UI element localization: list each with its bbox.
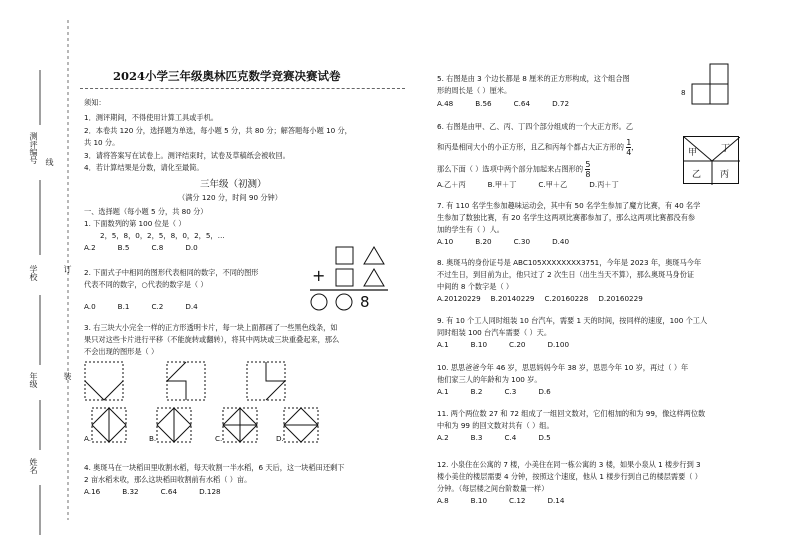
- q3-option-label: D.: [276, 434, 284, 443]
- option: C.64: [513, 99, 531, 108]
- q1-sequence: 2，5，8，0，2，5，8，0，2，5，…: [100, 231, 225, 240]
- q11-line: 中和为 99 的回文数对共有（ ）组。: [437, 421, 554, 430]
- card: [247, 362, 285, 400]
- square-shape: [692, 84, 710, 104]
- option: D.0: [185, 243, 198, 252]
- part-heading: 一、选择题（每小题 5 分，共 80 分）: [84, 207, 208, 216]
- circle-shape: [311, 294, 327, 310]
- option: A.0: [84, 302, 96, 311]
- fraction-denominator: 8: [585, 170, 591, 179]
- q2-plus-sign: +: [312, 266, 326, 285]
- option: D.40: [552, 237, 570, 246]
- notice-item: 2．本卷共 120 分，选择题为单选，每小题 5 分，共 80 分；解答题每小题 10 分，: [84, 126, 352, 135]
- option: D.72: [552, 99, 570, 108]
- option-figure: [284, 408, 318, 442]
- binding-grade: 年级: [29, 372, 38, 388]
- q10-line: 10. 思思爸爸今年 46 岁，思思妈妈今年 38 岁，思思今年 10 岁，再过（ ）年: [437, 363, 689, 372]
- option: B.10: [470, 340, 488, 349]
- q4-line: 2 亩水稻未收，那么这块稻田收割前有水稻（ ）亩。: [84, 475, 252, 484]
- option: A.1: [437, 387, 449, 396]
- option: A.2: [437, 433, 449, 442]
- q8-line: 8. 奥斑马的身份证号是 ABC105XXXXXXXX3751，今年是 2023 年，奥斑马今年: [437, 258, 702, 267]
- option: C.甲＋乙: [538, 180, 568, 189]
- q6-text: 和丙是相同大小的小正方形，且乙和丙每个都占大正方形的: [437, 142, 624, 152]
- square-shape: [710, 84, 728, 104]
- q9-line: 9. 有 10 个工人同时组装 10 台汽车，需要 1 天的时间，按同样的速度，100 个工人: [437, 316, 708, 325]
- square-shape: [336, 269, 353, 286]
- option: D.5: [538, 433, 551, 442]
- q4-options: [84, 487, 243, 496]
- binding-exam-no: 测评编号: [29, 132, 38, 164]
- option: C.64: [160, 487, 178, 496]
- q5-options: [437, 99, 591, 108]
- q6-line: [437, 160, 590, 179]
- option: C.30: [513, 237, 531, 246]
- q6-options: [437, 180, 641, 189]
- option-figure: [92, 408, 126, 442]
- card: [85, 362, 123, 400]
- page-title: 2024小学三年级奥林匹克数学竞赛决赛试卷: [113, 69, 341, 83]
- q2-options: [84, 302, 220, 311]
- fraction-denominator: 4: [626, 148, 632, 157]
- q7-options: [437, 237, 591, 246]
- q11-options: [437, 433, 573, 442]
- option: D.100: [547, 340, 570, 349]
- binding-fold-mark: 装: [63, 372, 72, 380]
- option: A.48: [437, 99, 454, 108]
- option: C.8: [151, 243, 164, 252]
- option: A.1: [437, 340, 449, 349]
- q9-options: [437, 340, 591, 349]
- option: B.1: [117, 302, 130, 311]
- q2-line: 代表不同的数字，○代表的数字是（ ）: [84, 280, 208, 289]
- option: C.3: [504, 387, 517, 396]
- q6-square-figure: [683, 136, 739, 184]
- fraction-five-eighths: [585, 160, 590, 179]
- region-label-yi: 乙: [692, 170, 702, 180]
- option: B.32: [122, 487, 139, 496]
- notice-item: 1．测评期间，不得使用计算工具或手机。: [84, 113, 218, 122]
- option: C.12: [509, 496, 526, 505]
- option: A.乙＋丙: [437, 180, 466, 189]
- q3-line: 果只对这些卡片进行平移（不能旋转或翻转），将其中两块或三块重叠起来，那么: [84, 335, 340, 344]
- binding-name: 姓名: [29, 458, 38, 474]
- q5-squares-figure: [688, 62, 748, 112]
- notice-item: 4．若计算结果是分数，请化至最简。: [84, 163, 204, 172]
- q6-line: 6. 右图是由甲、乙、丙、丁四个部分组成的一个大正方形。乙: [437, 122, 634, 131]
- notice-heading: 须知：: [84, 98, 106, 107]
- q3-option-label: C.: [215, 434, 223, 443]
- q10-line: 他们家三人的年龄和为 100 岁。: [437, 375, 542, 384]
- option: C.2: [151, 302, 164, 311]
- option: A.10: [437, 237, 454, 246]
- option: B.3: [470, 433, 483, 442]
- grade-heading: 三年级（初测）: [200, 179, 267, 190]
- q3-line: 不会出现的图形是（ ）: [84, 347, 159, 356]
- q1-options: [84, 243, 220, 252]
- q12-line: 分钟。（每层楼之间台阶数量一样）: [437, 484, 549, 493]
- option-figure: [157, 408, 191, 442]
- q1-stem: 1. 下面数列的第 100 位是（ ）: [84, 219, 186, 228]
- notice-item: 共 10 分。: [84, 138, 120, 147]
- binding-school: 学校: [29, 265, 38, 281]
- option: D.4: [185, 302, 198, 311]
- option: A.8: [437, 496, 449, 505]
- q12-options: [437, 496, 586, 505]
- q8-options: [437, 294, 665, 303]
- option: C.20160228: [544, 294, 589, 303]
- option: D.14: [547, 496, 565, 505]
- q7-line: 加的学生有（ ）人。: [437, 225, 504, 234]
- q5-line: 5. 右图是由 3 个边长都是 8 厘米的正方形构成，这个组合图: [437, 74, 630, 83]
- score-note: （满分 120 分，时间 90 分钟）: [178, 193, 282, 202]
- q10-options: [437, 387, 573, 396]
- q5-line: 形的周长是（ ）厘米。: [437, 86, 512, 95]
- option: C.20: [509, 340, 526, 349]
- q8-line: 中间的 8 个数字是（ ）: [437, 282, 514, 291]
- q2-eight: 8: [360, 293, 370, 311]
- option: A.16: [84, 487, 101, 496]
- q3-option-label: B.: [149, 434, 157, 443]
- option: B.20140229: [490, 294, 535, 303]
- option: B.10: [470, 496, 488, 505]
- circle-shape: [336, 294, 352, 310]
- option: D.丙＋丁: [589, 180, 619, 189]
- q7-line: 生参加了数独比赛，有 20 名学生这两项比赛都参加了，那么这两项比赛都没有参: [437, 213, 696, 222]
- option: A.20120229: [437, 294, 481, 303]
- option: D.6: [538, 387, 551, 396]
- region-label-bing: 丙: [720, 170, 730, 180]
- q9-line: 同时组装 100 台汽车需要（ ）天。: [437, 328, 552, 337]
- q8-line: 不过生日，到目前为止，他只过了 2 次生日（出生当天不算），那么奥斑马身份证: [437, 270, 695, 279]
- option: B.甲＋丁: [487, 180, 517, 189]
- fraction-numerator: 5: [585, 160, 591, 169]
- q4-line: 4. 奥斑马在一块稻田里收割水稻，每天收割一半水稻，6 天后，这一块稻田还剩下: [84, 463, 345, 472]
- option: B.2: [470, 387, 483, 396]
- binding-bind-mark: 订: [63, 265, 72, 273]
- option: B.20: [475, 237, 492, 246]
- q3-option-label: A.: [84, 434, 92, 443]
- region-label-jia: 甲: [688, 148, 698, 158]
- q12-line: 楼小美住的楼层需要 4 分钟，按照这个速度，他从 1 楼步行到自己的楼层需要（ ）: [437, 472, 702, 481]
- option-figure: [223, 408, 257, 442]
- title-rule: [80, 88, 405, 89]
- q12-line: 12. 小泉住在公寓的 7 楼，小美住在同一栋公寓的 3 楼，如果小泉从 1 楼步行到 3: [437, 460, 701, 469]
- triangle-shape: [364, 269, 384, 286]
- binding-lines: [0, 0, 80, 543]
- q2-line: 2. 下面式子中相同的图形代表相同的数字，不同的图形: [84, 268, 259, 277]
- square-shape: [710, 64, 728, 84]
- q11-line: 11. 两个两位数 27 和 72 组成了一组回文数对，它们相加的和为 99，像这样两位数: [437, 409, 706, 418]
- option: C.4: [504, 433, 517, 442]
- option: A.2: [84, 243, 96, 252]
- q3-line: 3. 右三块大小完全一样的正方形透明卡片，每一块上面都画了一些黑色线条，如: [84, 323, 338, 332]
- option: D.128: [199, 487, 221, 496]
- fraction-numerator: 1: [626, 138, 632, 147]
- binding-margin: [0, 0, 80, 543]
- region-label-ding: 丁: [721, 144, 731, 154]
- square-shape: [336, 247, 353, 264]
- option: B.56: [475, 99, 492, 108]
- notice-item: 3．请将答案写在试卷上。测评结束时，试卷及草稿纸会被收回。: [84, 151, 290, 160]
- q3-cards-figure: [80, 360, 410, 450]
- option: B.5: [117, 243, 130, 252]
- q7-line: 7. 有 110 名学生参加趣味运动会，其中有 50 名学生参加了魔方比赛，有 40 名学: [437, 201, 701, 210]
- card: [167, 362, 205, 400]
- triangle-shape: [364, 247, 384, 264]
- q6-text: 那么下面（ ）选项中两个部分加起来占图形的: [437, 164, 584, 174]
- q5-side-label: 8: [681, 88, 686, 97]
- option: D.20160229: [598, 294, 643, 303]
- binding-line-mark: 线: [45, 158, 54, 166]
- q6-line: 和丙是相同大小的小正方形，且乙和丙每个都占大正方形的 $\frac{1}{4}$ ，: [437, 138, 639, 157]
